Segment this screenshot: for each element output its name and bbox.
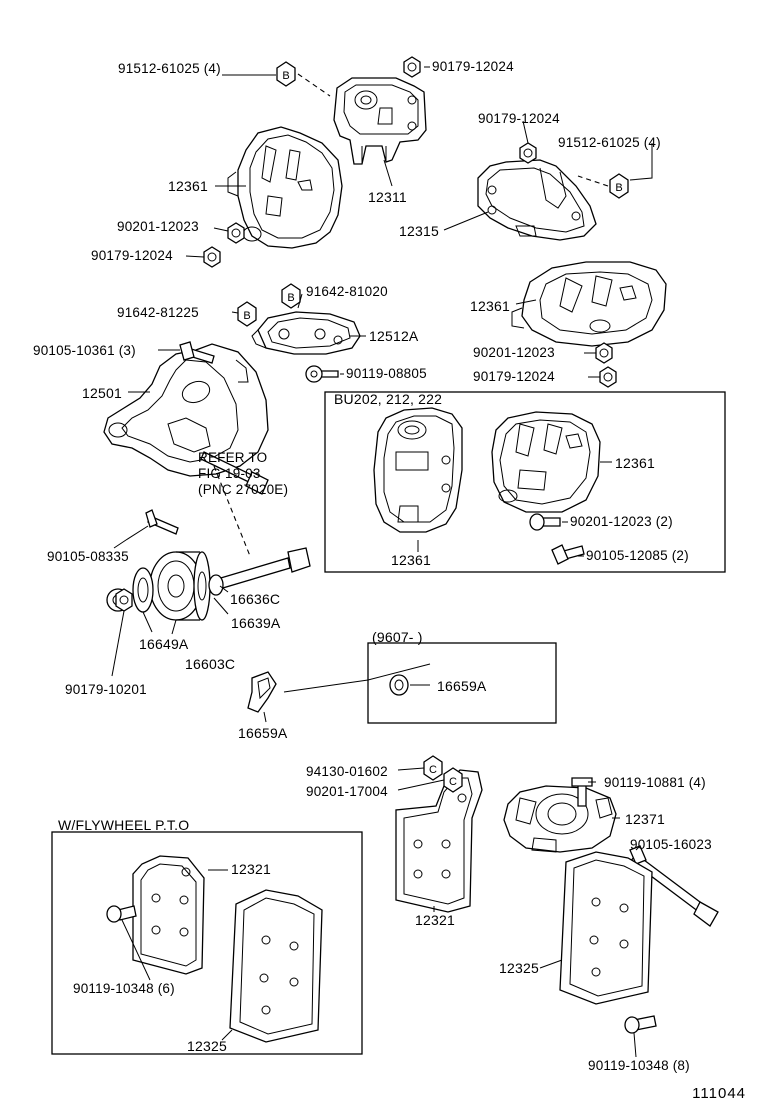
group-label-year: (9607- ) [372,629,423,645]
part-90119-08805-bolt [306,366,338,382]
part-12321-pto [133,856,204,974]
figure-code: 111044 [692,1085,746,1102]
callout-90119-10348-right: 90119-10348 (8) [588,1058,690,1073]
callout-90179-12024-left: 90179-12024 [91,248,173,263]
callout-12361-bu-left: 12361 [391,552,431,568]
callout-12315: 12315 [399,223,439,239]
svg-text:B: B [287,292,295,304]
callout-16636C: 16636C [230,591,281,607]
callout-12361-top-left: 12361 [168,178,208,194]
svg-text:B: B [615,182,623,194]
part-90119-10348-right-bolt [625,1016,656,1033]
fastener-90179-10201 [116,589,132,611]
refer-note-line3: (PNC 27020E) [198,482,289,497]
fastener-91512-61025-top-left [277,62,295,86]
part-12361-right [512,262,666,346]
callout-12501: 12501 [82,385,122,401]
part-16659A-in-box [390,675,408,695]
group-label-bu: BU202, 212, 222 [334,391,443,407]
callout-12361-bu-right: 12361 [615,455,655,471]
callout-91512-61025-b: 91512-61025 (4) [558,135,661,150]
part-12371 [504,786,616,852]
fastener-90179-12024-left [204,247,220,267]
callout-16639A: 16639A [231,615,281,631]
callout-90119-10881: 90119-10881 (4) [604,775,706,790]
fastener-90179-12024-top [404,57,420,77]
refer-note-line1: REFER TO [198,450,268,465]
callout-16603C: 16603C [185,656,236,672]
callout-12371: 12371 [625,811,665,827]
part-16659A-lower [248,672,276,712]
callout-12361-right: 12361 [470,298,510,314]
callout-12321-pto: 12321 [231,861,271,877]
part-12361-bu-right [492,412,600,512]
group-label-pto: W/FLYWHEEL P.T.O [58,817,190,833]
fastener-90201-12023-left [228,223,244,243]
part-12325-pto [230,890,322,1042]
fastener-90179-12024-mid [520,143,536,163]
svg-text:C: C [449,776,457,788]
fastener-90179-12024-right [600,367,616,387]
part-90201-12023-bu [530,514,560,530]
callout-91642-81225: 91642-81225 [117,305,199,320]
callout-90201-17004: 90201-17004 [306,784,388,799]
part-12361-top-left [228,127,342,248]
callout-90105-08335: 90105-08335 [47,549,129,564]
part-12321-center [396,770,482,912]
callout-91512-61025-a: 91512-61025 (4) [118,61,221,76]
part-90119-10348-pto-bolt [107,906,136,922]
callout-90201-12023-right: 90201-12023 [473,345,555,360]
fastener-91642-81020 [282,284,300,308]
part-12512A [252,312,360,354]
callout-90201-12023-left: 90201-12023 [117,219,199,234]
callout-12325-pto: 12325 [187,1038,227,1054]
part-90105-12085-bu [552,545,584,564]
callout-12512A: 12512A [369,328,419,344]
callout-16649A: 16649A [139,636,189,652]
svg-text:B: B [282,70,290,82]
part-90105-08335-bolt [146,510,178,534]
fastener-91642-81225 [238,302,256,326]
part-12315 [478,160,596,240]
callout-90179-10201: 90179-10201 [65,682,147,697]
callout-90119-08805: 90119-08805 [346,366,427,381]
svg-text:B: B [243,310,251,322]
svg-text:C: C [429,764,437,776]
callout-90105-10361: 90105-10361 (3) [33,343,136,358]
part-16636C-bolt [209,548,310,595]
fastener-91512-61025-top-right [610,174,628,198]
callout-16659A-lower: 16659A [238,725,288,741]
fastener-90201-12023-right [596,343,612,363]
callout-90179-12024-right: 90179-12024 [473,369,555,384]
fastener-90201-17004 [444,768,462,792]
callout-91642-81020: 91642-81020 [306,284,388,299]
callout-90105-12085-bu: 90105-12085 (2) [586,548,689,563]
callout-16659A-box: 16659A [437,678,487,694]
callout-12321-center: 12321 [415,912,455,928]
callout-94130-01602: 94130-01602 [306,764,388,779]
refer-note-line2: FIG 19-03 [198,466,261,481]
part-12361-bu-left [374,408,462,532]
callout-12311: 12311 [368,189,407,205]
callout-90179-12024-a: 90179-12024 [432,59,514,74]
callout-90105-16023: 90105-16023 [630,837,712,852]
callout-90201-12023-bu: 90201-12023 (2) [570,514,673,529]
part-12311 [334,78,426,164]
part-12325-right [560,852,652,1004]
callout-90119-10348-pto: 90119-10348 (6) [73,981,175,996]
callout-90179-12024-b: 90179-12024 [478,111,560,126]
callout-12325-right: 12325 [499,960,539,976]
fastener-94130-01602 [424,756,442,780]
